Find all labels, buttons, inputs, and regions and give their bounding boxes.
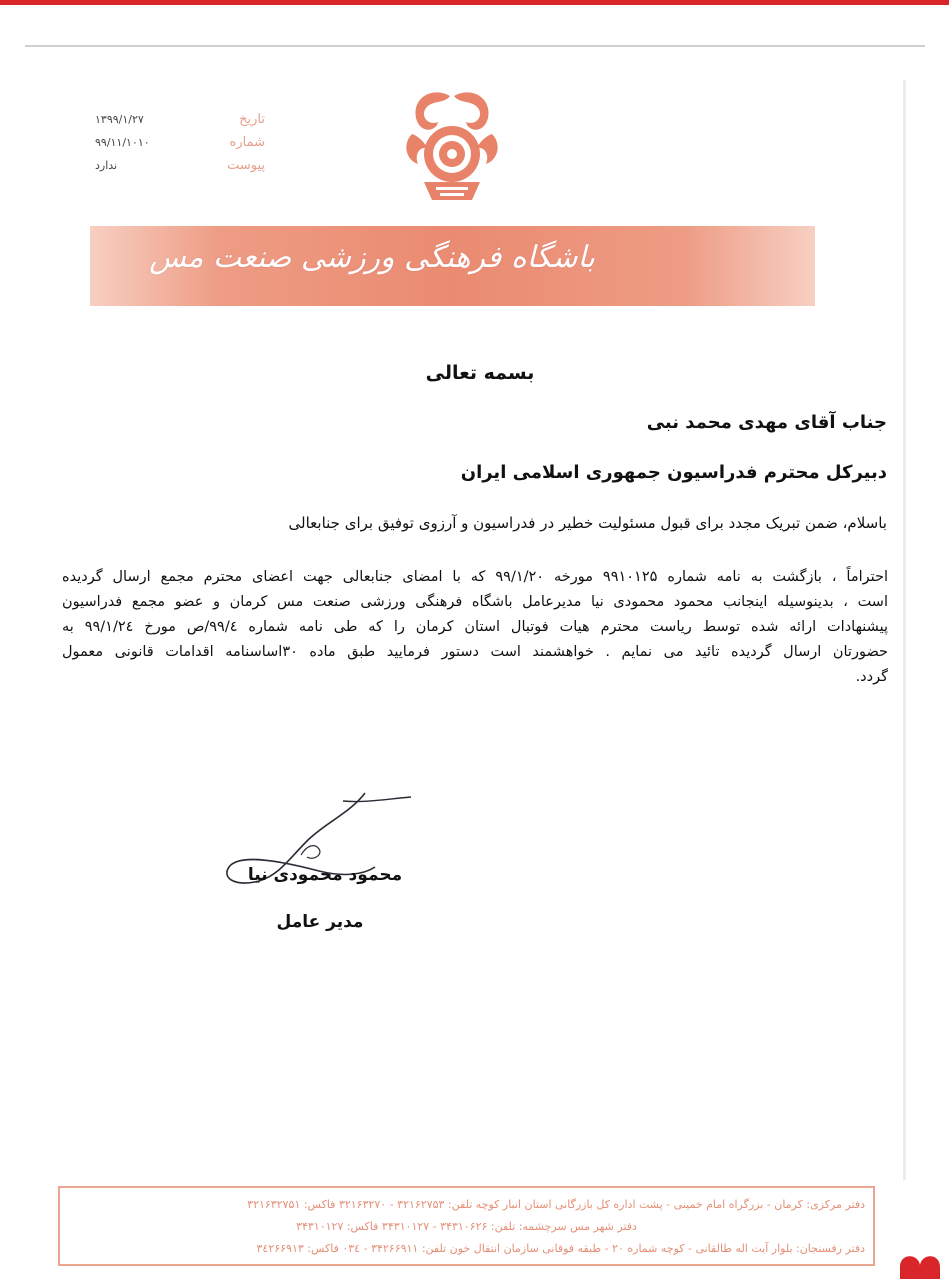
addressee-title: دبیرکل محترم فدراسیون جمهوری اسلامی ایران (460, 462, 887, 483)
banner-title: باشگاه فرهنگی ورزشی صنعت مس (149, 240, 595, 275)
bismillah-heading: بسمه تعالی (425, 362, 535, 384)
addressee-name: جناب آقای مهدی محمد نبی (646, 412, 887, 433)
letter-body (62, 565, 888, 690)
letter-meta (95, 108, 265, 177)
letterhead-footer (58, 1186, 875, 1266)
meta-attachment-value: ندارد (95, 159, 118, 172)
signer-name: محمود محمودی نیا (247, 865, 403, 885)
page-edge-shadow (903, 80, 906, 1180)
footer-address-line: دفتر مرکزی: کرمان - بزرگراه امام خمینی - پشت اداره کل بازرگانی استان انبار کوچه تلفن: ۳۲۱۶۲۷۵۳ - ۳۲۱۶۳۲۷۰ فاکس: ۳۲۱۶۳۲۷۵۱ (247, 1198, 865, 1211)
body-line: حضورتان ارسال گردیده تائید می نمایم . خواهشمند است دستور فرمایید طبق ماده ۳۰اساسنامه اقدامات قانونی معمول (62, 644, 888, 660)
meta-number-row (95, 131, 265, 154)
signer-title: مدیر عامل (276, 912, 364, 932)
club-name-banner (90, 226, 815, 306)
header-divider (25, 45, 925, 47)
meta-number-label: شماره (229, 135, 265, 150)
meta-attachment-row (95, 154, 265, 177)
meta-date-row (95, 108, 265, 131)
body-line: احتراماً ، بازگشت به نامه شماره ۹۹۱۰۱۲۵ مورخه ۹۹/۱/۲۰ که با امضای جنابعالی جهت اعضای محترم مجمع ارسال گردیده (62, 569, 888, 585)
body-line: گردد. (855, 669, 888, 685)
footer-address-line: دفتر شهر مس سرچشمه: تلفن: ۳۴۳۱۰۶۲۶ - ۳۴۳۱۰۱۲۷ فاکس: ۳۴۳۱۰۱۲۷ (296, 1220, 637, 1233)
top-accent-bar (0, 0, 949, 5)
club-emblem-icon (402, 88, 502, 208)
meta-attachment-label: پیوست (227, 158, 265, 173)
meta-number-value: ۹۹/۱۱/۱۰۱۰ (95, 136, 150, 149)
meta-date-label: تاریخ (239, 112, 265, 127)
corner-heart-icon (896, 1247, 946, 1279)
body-line: پیشنهادات ارائه شده توسط ریاست محترم هیات فوتبال استان کرمان را که طی نامه شماره ۹۹/٤/ص مورخ ۹۹/۱/۲٤ به (62, 619, 888, 635)
greeting-line: باسلام، ضمن تبریک مجدد برای قبول مسئولیت خطیر در فدراسیون و آرزوی توفیق برای جنابعالی (288, 514, 887, 532)
meta-date-value: ۱۳۹۹/۱/۲۷ (95, 113, 144, 126)
handwritten-signature (215, 783, 430, 908)
body-line: است ، بدینوسیله اینجانب محمود محمودی نیا مدیرعامل باشگاه فرهنگی ورزشی صنعت مس کرمان و عضو مجمع فدراسیون (62, 594, 888, 610)
footer-address-line: دفتر رفسنجان: بلوار آیت اله طالقانی - کوچه شماره ۲۰ - طبقه فوقانی سازمان انتقال خون تلفن: ۳۴۲۶۶۹۱۱ - ۰۳٤ فاکس: ۳٤۲۶۶۹۱۳ (256, 1242, 865, 1255)
